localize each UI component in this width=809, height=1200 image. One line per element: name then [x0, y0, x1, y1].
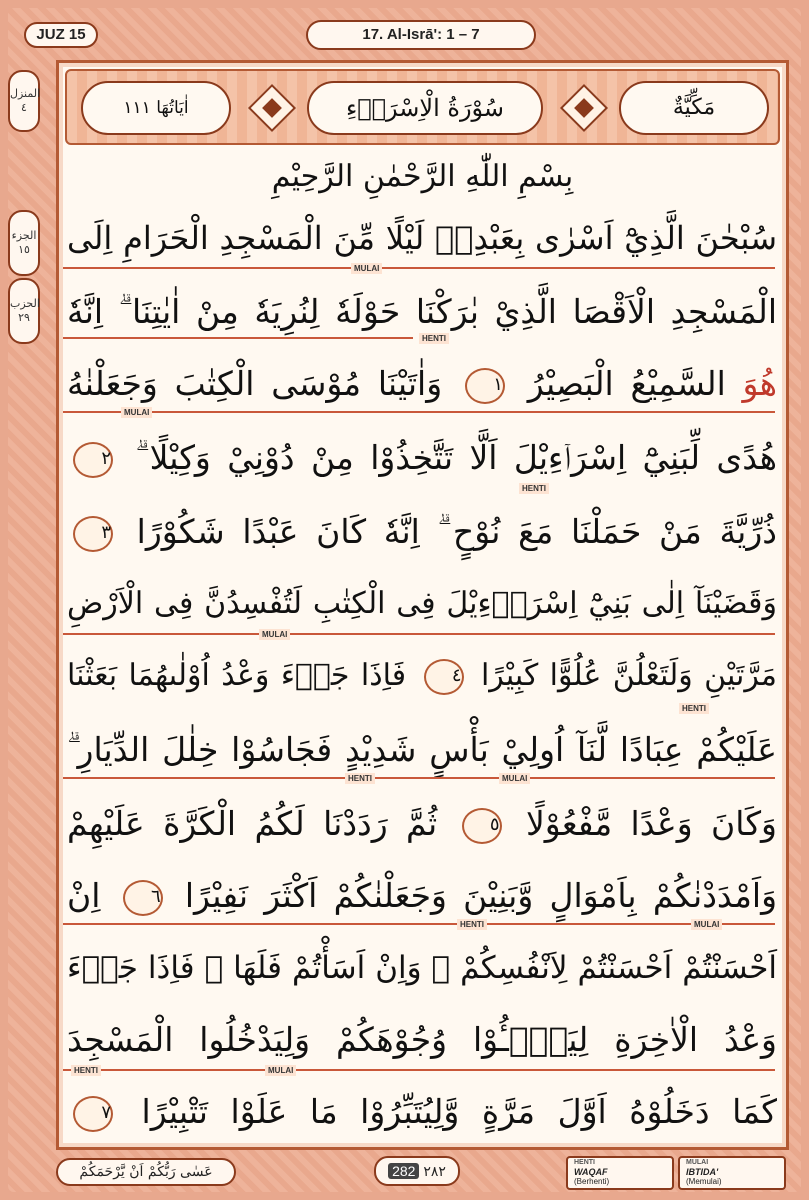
- verse-line: [67, 499, 777, 565]
- legend-henti-bold: WAQAF: [574, 1167, 608, 1177]
- juz-number: ١٥: [18, 243, 30, 256]
- verse-line: [67, 643, 777, 709]
- verse-line: [67, 863, 777, 929]
- verse-line: [67, 205, 777, 271]
- juz-label: الجزء: [11, 229, 37, 242]
- verse-line: [67, 1079, 777, 1145]
- surah-name: سُوْرَةُ الْاِسْرَاۤءِ: [307, 81, 543, 135]
- verse-text: كَمَا دَخَلُوْهُ اَوَّلَ مَرَّةٍ وَّلِيُتَبِّرُوْا مَا عَلَوْا تَتْبِيْرًا: [141, 1092, 777, 1131]
- bismillah: بِسْمِ اللّٰهِ الرَّحْمٰنِ الرَّحِيْمِ: [271, 159, 574, 194]
- verse-text: السَّمِيْعُ الْبَصِيْرُ: [527, 364, 726, 403]
- ayah-number-marker: ٤: [424, 659, 464, 695]
- legend-mulai-bold: IBTIDA': [686, 1167, 719, 1177]
- page-footer: [56, 1152, 789, 1192]
- page-number: [374, 1156, 460, 1186]
- verse-text: مَرَّتَيْنِ وَلَتَعْلُنَّ عُلُوًّا كَبِيْرًا: [480, 658, 777, 693]
- verse-line: [67, 791, 777, 857]
- henti-tag: HENTI: [519, 483, 549, 494]
- ornament-icon: [560, 84, 608, 132]
- ayah-number-marker: ٦: [123, 880, 163, 916]
- henti-tag: HENTI: [345, 773, 375, 784]
- verse-text: ذُرِّيَّةَ مَنْ حَمَلْنَا مَعَ نُوْحٍ ۗ اِنَّهٗ كَانَ عَبْدًا شَكُوْرًا: [136, 512, 777, 551]
- legend-mulai-top: MULAI: [686, 1159, 709, 1166]
- legend-henti-top: HENTI: [574, 1159, 595, 1166]
- verse-text: اِنْ: [67, 876, 101, 915]
- separator-line: [63, 411, 775, 413]
- ayah-number-marker: ١: [465, 368, 505, 404]
- verse-line: [67, 351, 777, 417]
- mulai-tag: MULAI: [259, 629, 290, 640]
- verse-text: وَاٰتَيْنَا مُوْسَى الْكِتٰبَ وَجَعَلْنٰهُ: [67, 364, 443, 403]
- legend-henti-sub: (Berhenti): [574, 1177, 610, 1186]
- verse-text: وَقَضَيْنَآ اِلٰى بَنِيْٓ اِسْرَاۤءِيْلَ فِى الْكِتٰبِ لَتُفْسِدُنَّ فِى الْاَرْضِ: [67, 586, 777, 621]
- separator-line: [63, 923, 775, 925]
- side-markers: [8, 70, 42, 1050]
- ayat-count: اٰيَاتُهَا ١١١: [81, 81, 231, 135]
- surah-header: [65, 69, 780, 145]
- manzil-marker: [8, 70, 40, 132]
- verse-text: هُدًى لِّبَنِيْٓ اِسْرَاۤءِيْلَ اَلَّا تَتَّخِذُوْا مِنْ دُوْنِيْ وَكِيْلًا ۗ: [135, 438, 777, 477]
- verse-text: الْمَسْجِدِ الْاَقْصَا الَّذِيْ بٰرَكْنَا حَوْلَهٗ لِنُرِيَهٗ مِنْ اٰيٰتِنَا ۗ اِنَّهٗ: [67, 292, 777, 331]
- verse-text: وَعْدُ الْاٰخِرَةِ لِيَسٗۤـُٔوْا وُجُوْهَكُمْ وَلِيَدْخُلُوا الْمَسْجِدَ: [67, 1020, 777, 1059]
- henti-tag: HENTI: [419, 333, 449, 344]
- legend-henti: [566, 1156, 674, 1190]
- verse-line: [67, 717, 777, 783]
- separator-line: [63, 1069, 775, 1071]
- top-bar: [20, 18, 790, 52]
- page-number-latin: 282: [388, 1163, 419, 1179]
- footer-catchword: عَسٰى رَبُّكُمْ اَنْ يَّرْحَمَكُمْ: [56, 1158, 236, 1186]
- verse-line: [67, 1007, 777, 1073]
- ayah-number-marker: ٥: [462, 808, 502, 844]
- page-number-arabic: ٢٨٢: [423, 1163, 446, 1179]
- henti-tag: HENTI: [71, 1065, 101, 1076]
- henti-tag: HENTI: [457, 919, 487, 930]
- ayah-number-marker: ٢: [73, 442, 113, 478]
- verse-text: اَحْسَنْتُمْ اَحْسَنْتُمْ لِاَنْفُسِكُمْ ۗ وَاِنْ اَسَأْتُمْ فَلَهَا ۗ فَاِذَا جَاۤءَ: [67, 950, 777, 986]
- separator-line: [63, 777, 775, 779]
- verse-line: [67, 571, 777, 637]
- mulai-tag: MULAI: [499, 773, 530, 784]
- mulai-tag: MULAI: [351, 263, 382, 274]
- verse-text: فَاِذَا جَاۤءَ وَعْدُ اُوْلٰىهُمَا بَعَثْنَا: [67, 658, 407, 693]
- ornament-icon: [248, 84, 296, 132]
- verse-line: [67, 425, 777, 491]
- legend-mulai: [678, 1156, 786, 1190]
- hizb-marker: [8, 278, 40, 344]
- hizb-label: الحزب: [10, 297, 40, 310]
- separator-line: [63, 267, 775, 269]
- mushaf-page: [56, 60, 789, 1150]
- verse-text: ثُمَّ رَدَدْنَا لَكُمُ الْكَرَّةَ عَلَيْهِمْ: [67, 804, 438, 843]
- surah-reference: 17. Al-Isrā': 1 – 7: [306, 20, 536, 50]
- mulai-tag: MULAI: [265, 1065, 296, 1076]
- juz-indicator: JUZ 15: [24, 22, 98, 48]
- legend-mulai-sub: (Memulai): [686, 1177, 722, 1186]
- verse-text: عَلَيْكُمْ عِبَادًا لَّنَآ اُولِيْ بَأْسٍ شَدِيْدٍ فَجَاسُوْا خِلٰلَ الدِّيَارِ ۗ: [67, 730, 777, 769]
- mulai-tag: MULAI: [121, 407, 152, 418]
- verse-text: وَاَمْدَدْنٰكُمْ بِاَمْوَالٍ وَّبَنِيْنَ وَجَعَلْنٰكُمْ اَكْثَرَ نَفِيْرًا: [184, 876, 778, 915]
- ayah-number-marker: ٣: [73, 516, 113, 552]
- verse-text: وَكَانَ وَعْدًا مَّفْعُوْلًا: [525, 804, 777, 843]
- manzil-number: ٤: [21, 101, 27, 114]
- manzil-label: المنزل: [10, 87, 41, 100]
- separator-line: [63, 633, 775, 635]
- verse-text-highlight: هُوَ: [742, 364, 777, 403]
- henti-tag: HENTI: [679, 703, 709, 714]
- revelation-type: مَكِّيَّةٌ: [619, 81, 769, 135]
- juz-marker: [8, 210, 40, 276]
- mulai-tag: MULAI: [691, 919, 722, 930]
- ayah-number-marker: ٧: [73, 1096, 113, 1132]
- hizb-number: ٢٩: [18, 311, 30, 324]
- verse-text: سُبْحٰنَ الَّذِيْٓ اَسْرٰى بِعَبْدِهٖ لَيْلًا مِّنَ الْمَسْجِدِ الْحَرَامِ اِلَى: [67, 219, 777, 257]
- separator-line: [63, 337, 413, 339]
- verse-line: [67, 935, 777, 1001]
